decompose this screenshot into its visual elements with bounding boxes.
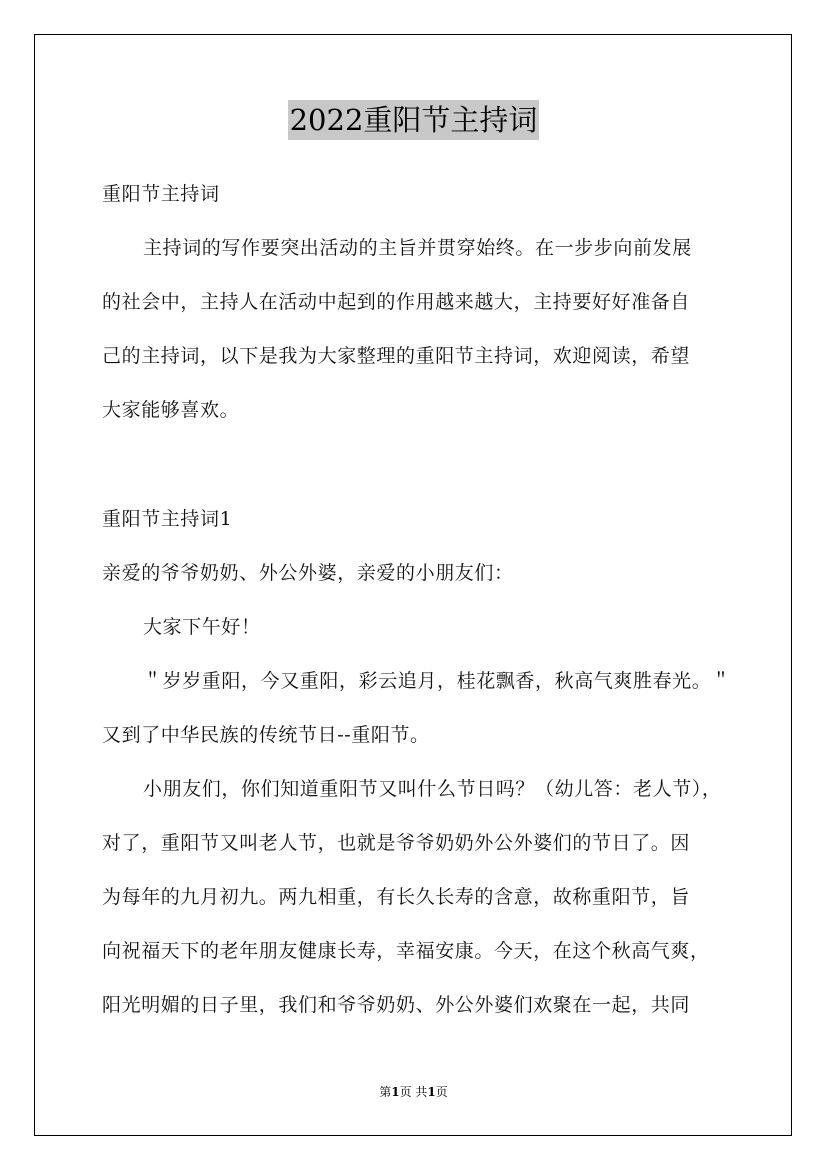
poem-line: ＂岁岁重阳，今又重阳，彩云追月，桂花飘香，秋高气爽胜春光。＂: [143, 670, 732, 692]
page-footer: [0, 1084, 827, 1100]
footer-page-total: 1: [427, 1085, 436, 1099]
subtitle: 重阳节主持词: [102, 183, 220, 205]
title-wrap: [0, 100, 827, 140]
intro-line-4: 大家能够喜欢。: [102, 399, 240, 421]
poem-followup: 又到了中华民族的传统节日--重阳节。: [102, 724, 430, 746]
footer-page-mid: 页 共: [399, 1085, 428, 1099]
body-line-3: 为每年的九月初九。两九相重，有长久长寿的含意，故称重阳节，旨: [102, 886, 691, 908]
footer-page-suffix: 页: [435, 1085, 448, 1099]
greeting: 大家下午好！: [143, 616, 261, 638]
intro-line-1: 主持词的写作要突出活动的主旨并贯穿始终。在一步步向前发展: [143, 237, 692, 259]
section-heading: 重阳节主持词1: [102, 508, 233, 530]
intro-line-2: 的社会中，主持人在活动中起到的作用越来越大，主持要好好准备自: [102, 291, 691, 313]
body-line-1: 小朋友们，你们知道重阳节又叫什么节日吗？（幼儿答：老人节），: [143, 778, 722, 800]
intro-line-3: 己的主持词，以下是我为大家整理的重阳节主持词，欢迎阅读，希望: [102, 345, 691, 367]
body-line-2: 对了，重阳节又叫老人节，也就是爷爷奶奶外公外婆们的节日了。因: [102, 832, 691, 854]
footer-page-prefix: 第: [379, 1085, 392, 1099]
body-line-5: 阳光明媚的日子里，我们和爷爷奶奶、外公外婆们欢聚在一起，共同: [102, 994, 691, 1016]
body-line-4: 向祝福天下的老年朋友健康长寿，幸福安康。今天，在这个秋高气爽，: [102, 940, 710, 962]
footer-page-current: 1: [391, 1085, 400, 1099]
salutation: 亲爱的爷爷奶奶、外公外婆，亲爱的小朋友们：: [102, 562, 514, 584]
document-title: 2022重阳节主持词: [288, 100, 540, 140]
